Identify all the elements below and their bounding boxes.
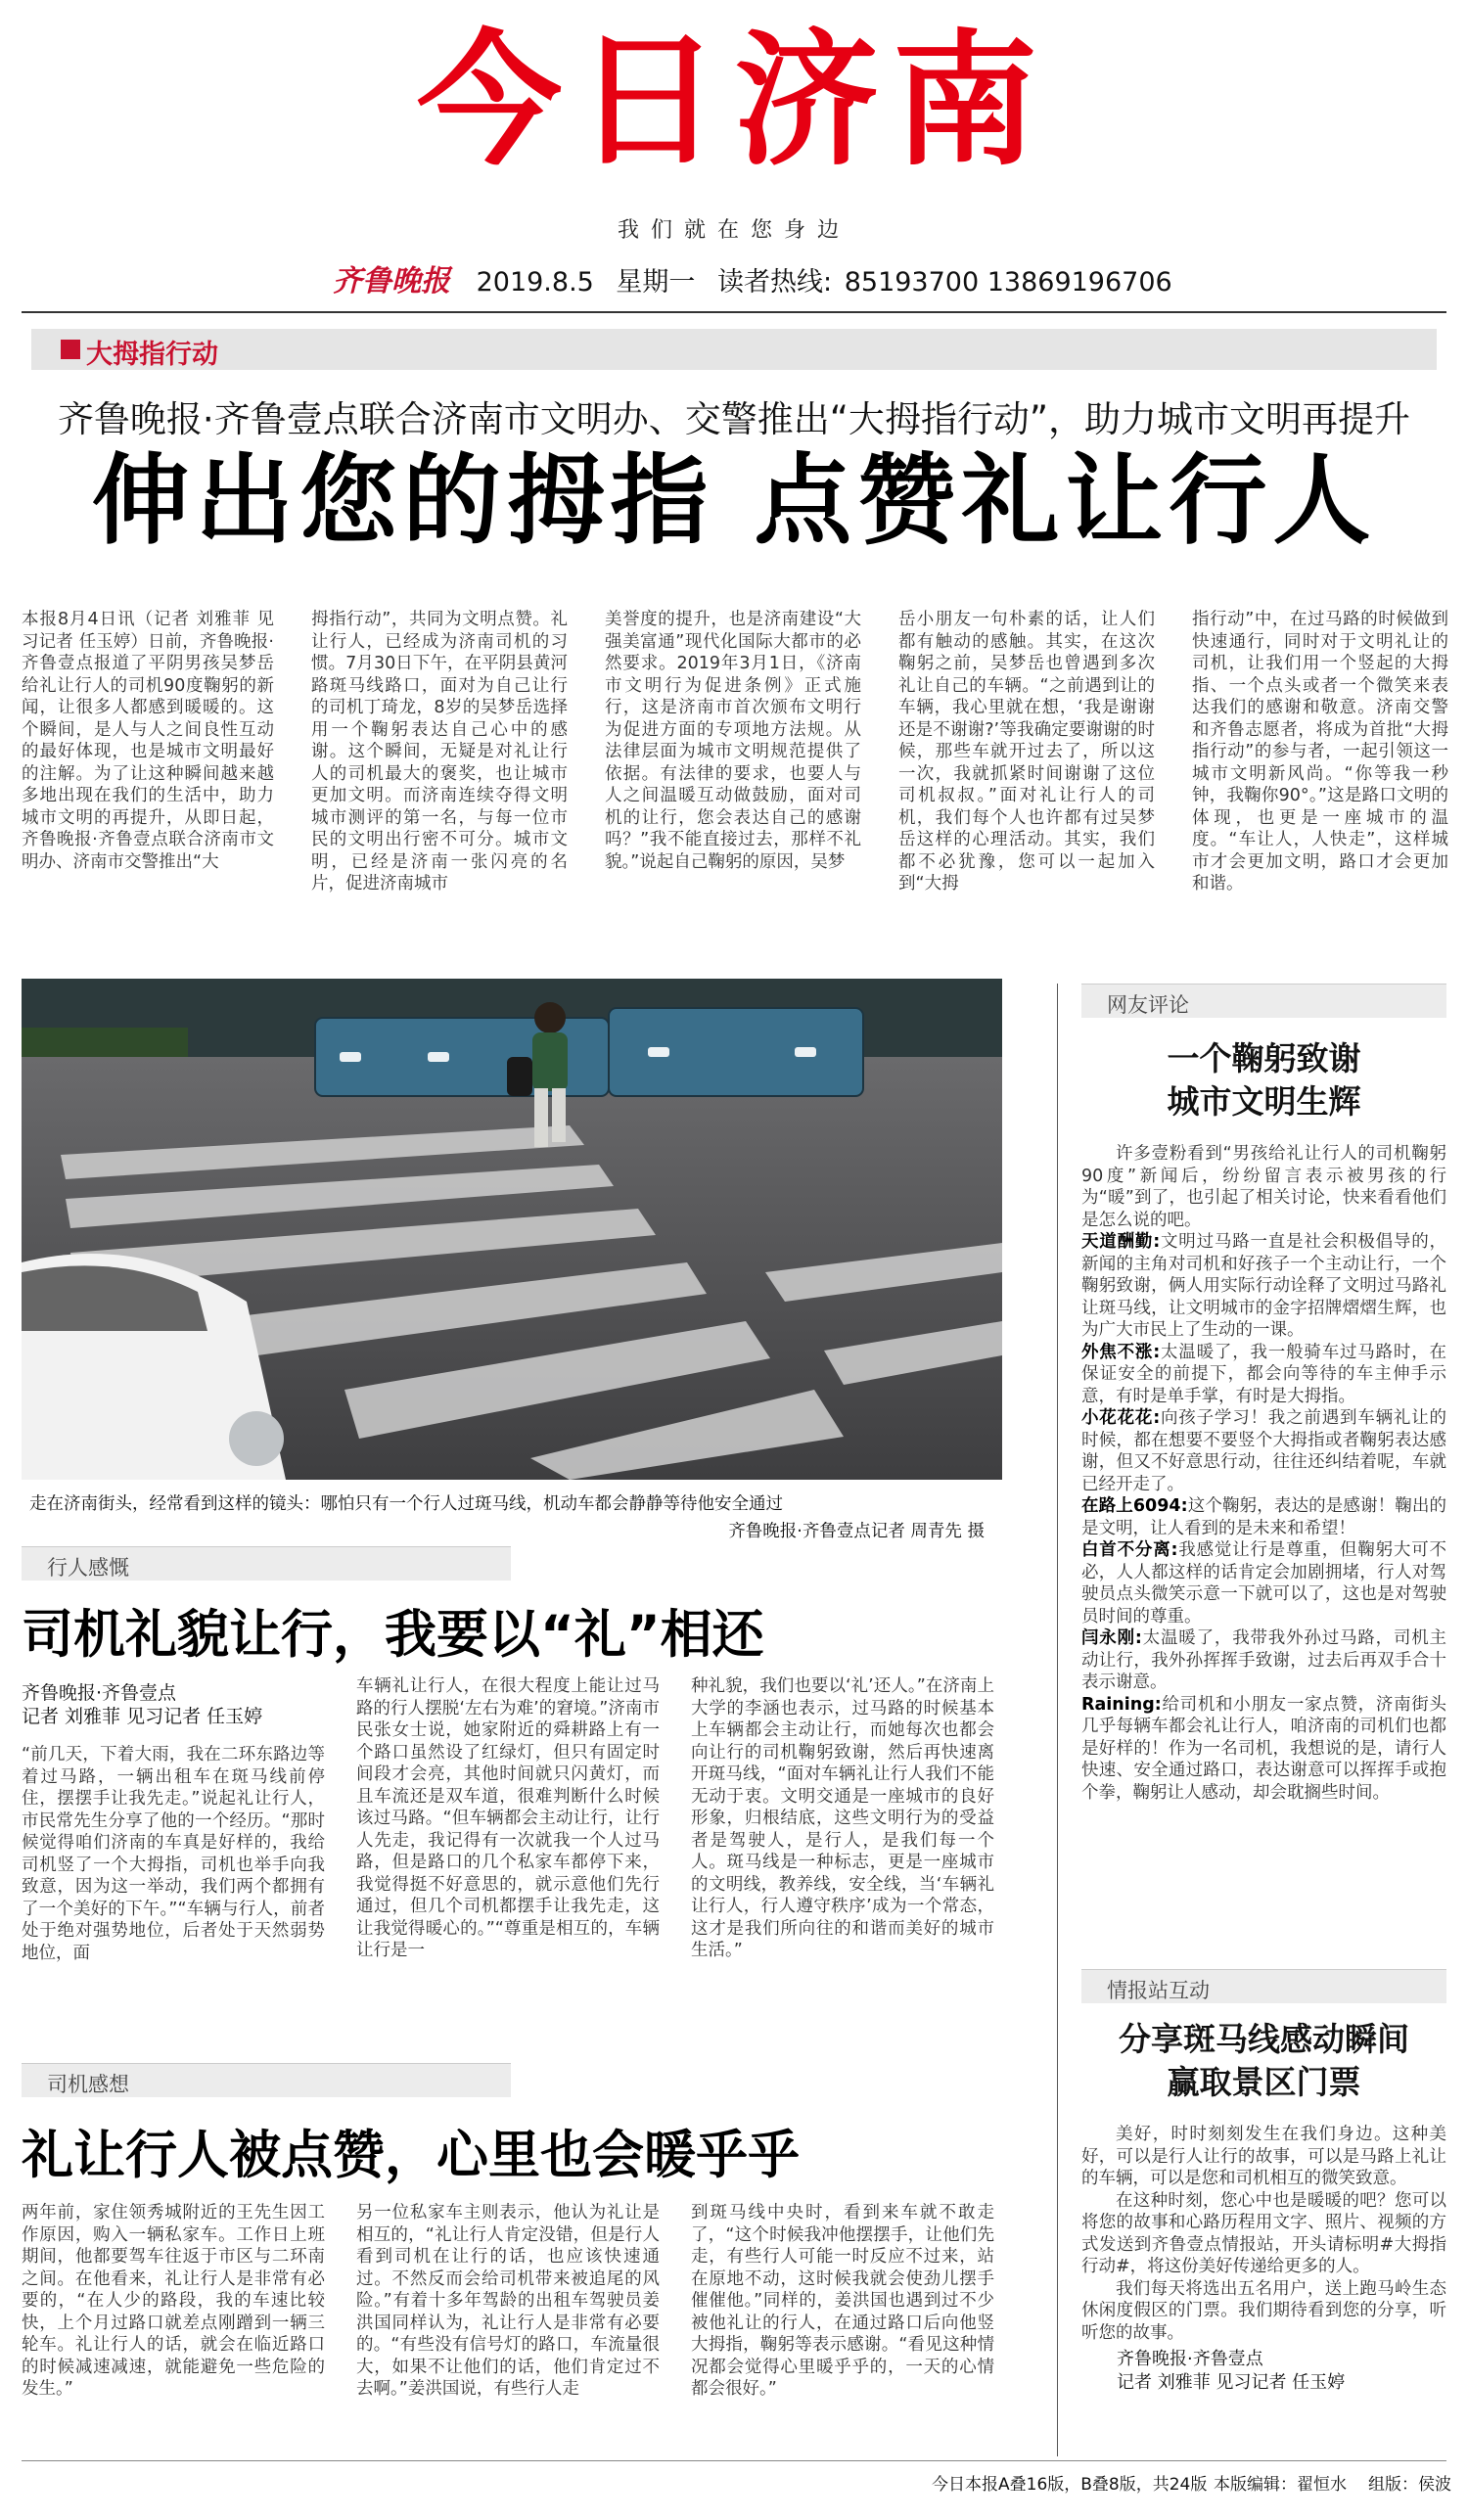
story2-label-bar [22,2063,511,2097]
comment-user: 闫永刚: [1081,1628,1142,1648]
comment-entry [1081,1694,1446,1805]
interact-title-line-2: 赢取景区门票 [1167,2063,1361,2101]
footer-editor: 本版编辑：翟恒水 [1214,2475,1347,2495]
story1-byline-reporters: 记者 刘雅菲 见习记者 任玉婷 [22,1706,263,1727]
comment-text: 给司机和小朋友一家点赞，济南街头几乎每辆车都会礼让行人，咱济南的司机们也都是好样的！作为一名司机，我想说的是，请行人快速、安全通过路口，表达谢意可以挥挥手或抱个拳，鞠躬让人感动，却会耽搁些时间。 [1081,1694,1446,1803]
comments-label: 网友评论 [1107,993,1189,1017]
comments-title-line-2: 城市文明生辉 [1167,1082,1361,1121]
story1-label-bar [22,1546,511,1581]
footer-edition: 今日本报A叠16版，B叠8版，共24版 [932,2475,1208,2495]
story2-column-1: 两年前，家住领秀城附近的王先生因工作原因，购入一辆私家车。工作日上班期间，他都要驾车往返于市区与二环南之间。在他看来，礼让行人是非常有必要的，“在人少的路段，我的车速比较快，上个月过路口就差点刚蹭到一辆三轮车。礼让行人的话，就会在临近路口的时候减速减速，就能避免一些危险的发生。” [22,2203,325,2399]
interact-label-bar [1081,1969,1446,2003]
interact-body [1081,2124,1446,2395]
interact-title-line-1: 分享斑马线感动瞬间 [1119,2020,1409,2058]
news-photo [22,979,1002,1480]
comments-title-line-1: 一个鞠躬致谢 [1167,1039,1361,1077]
comment-text: 太温暖了，我带我外孙过马路，司机主动让行，我外孙挥挥手致谢，过去后再双手合十表示谢意。 [1081,1628,1447,1692]
photo-credit: 齐鲁晚报·齐鲁壹点记者 周青先 摄 [728,1522,985,1541]
interact-paragraph: 我们每天将选出五名用户，送上跑马岭生态休闲度假区的门票。我们期待看到您的分享，听听您的故事。 [1081,2278,1446,2343]
comment-text: 向孩子学习！我之前遇到车辆礼让的时候，都在想要不要竖个大拇指或者鞠躬表达感谢，但又不好意思行动，往往还纠结着呢，车就已经开走了。 [1081,1408,1447,1494]
lead-column-4: 岳小朋友一句朴素的话，让人们都有触动的感触。其实，在这次鞠躬之前，吴梦岳也曾遇到多次礼让自己的车辆。“之前遇到让的车辆，我心里就在想，‘我是谢谢还是不谢谢?’等我确定要谢谢的时候，那些车就开过去了，所以这一次，我就抓紧时间谢谢了这位司机叔叔。”面对礼让行人的司机，我们每个人也许都有过吴梦岳这样的心理活动。其实，我们都不必犹豫，您可以一起加入到“大拇 [898,610,1155,893]
lead-headline: 伸出您的拇指 点赞礼让行人 [91,443,1377,558]
story1-label: 行人感慨 [47,1556,129,1580]
crosswalk-photo-illustration [22,979,1002,1480]
comment-user: Raining: [1081,1694,1162,1715]
comment-user: 外焦不涨: [1081,1342,1161,1362]
paper-logo: 齐鲁晚报 [333,264,450,298]
comment-text: 我感觉让行是尊重，但鞠躬大可不必，人人都这样的话肯定会加剧拥堵，行人对驾驶员点头微笑示意一下就可以了，这也是对驾驶员时间的尊重。 [1081,1540,1446,1627]
comment-entry [1081,1231,1446,1342]
issue-date: 2019.8.5 [476,267,594,298]
story1-byline-org: 齐鲁晚报·齐鲁壹点 [22,1682,177,1704]
comments-intro: 许多壹粉看到“男孩给礼让行人的司机鞠躬90度”新闻后，纷纷留言表示被男孩的行为“暖”到了，也引起了相关讨论，快来看看他们是怎么说的吧。 [1081,1144,1446,1230]
masthead [0,0,1468,206]
lead-column-1: 本报8月4日讯（记者 刘雅菲 见习记者 任玉婷）日前，齐鲁晚报·齐鲁壹点报道了平阴男孩吴梦岳给礼让行人的司机90度鞠躬的新闻，让很多人都感到暖暖的。这个瞬间，是人与人之间良性互动的最好体现，也是城市文明最好的注解。为了让这种瞬间越来越多地出现在我们的生活中，助力城市文明的再提升，从即日起，齐鲁晚报·齐鲁壹点联合济南市文明办、济南市交警推出“大 [22,610,274,872]
interact-title [1081,2018,1446,2104]
dateline [333,256,1186,299]
comment-entry [1081,1342,1446,1408]
comment-entry [1081,1495,1446,1539]
interact-label: 情报站互动 [1107,1979,1210,2002]
story1-column-1: “前几天，下着大雨，我在二环东路边等着过马路，一辆出租车在斑马线前停住，摆摆手让我先走。”说起礼让行人，市民常先生分享了他的一个经历。“那时候觉得咱们济南的车真是好样的，我给司机竖了一个大拇指，司机也举手向我致意，因为这一举动，我们两个都拥有了一个美好的下午。”“车辆与行人，前者处于绝对强势地位，后者处于天然弱势地位，面 [22,1745,325,1963]
story1-headline: 司机礼貌让行，我要以“礼”相还 [22,1605,764,1665]
lead-subhead: 齐鲁晚报·齐鲁壹点联合济南市文明办、交警推出“大拇指行动”，助力城市文明再提升 [57,398,1411,440]
comment-user: 小花花花: [1081,1408,1161,1428]
comment-entry [1081,1539,1446,1627]
comment-text: 文明过马路一直是社会积极倡导的，新闻的主角对司机和好孩子一个主动让行，一个鞠躬致谢，俩人用实际行动诠释了文明过马路礼让斑马线，让文明城市的金字招牌熠熠生辉，也为广大市民上了生动的一课。 [1081,1232,1447,1340]
comment-text: 太温暖了，我一般骑车过马路时，在保证安全的前提下，都会向等待的车主伸手示意，有时是单手掌，有时是大拇指。 [1081,1342,1447,1406]
masthead-title: 今日济南 [417,17,1051,185]
comment-user: 在路上6094: [1081,1496,1188,1516]
footer-layout: 组版：侯波 [1368,2475,1451,2495]
story2-column-2: 另一位私家车主则表示，他认为礼让是相互的，“礼让行人肯定没错，但是行人看到司机在让行的话，也应该快速通过。不然反而会给司机带来被追尾的风险。”有着十多年驾龄的出租车驾驶员姜洪国同样认为，礼让行人是非常有必要的。“有些没有信号灯的路口，车流量很大，如果不让他们的话，他们肯定过不去啊。”姜洪国说，有些行人走 [356,2203,660,2399]
comment-user: 天道酬勤: [1081,1232,1161,1252]
issue-weekday: 星期一 [616,267,696,298]
section-square-icon [61,340,80,359]
story1-column-3: 种礼貌，我们也要以‘礼’还人。”在济南上大学的李涵也表示，过马路的时候基本上车辆都会主动让行，而她每次也都会向让行的司机鞠躬致谢，然后再快速离开斑马线，“面对车辆礼让行人我们不能无动于衷。文明交通是一座城市的良好形象，归根结底，这些文明行为的受益者是驾驶人，是行人，是我们每一个人。斑马线是一种标志，更是一座城市的文明线，教养线，安全线，当‘车辆礼让行人，行人遵守秩序’成为一个常态，这才是我们所向往的和谐而美好的城市生活。” [691,1676,994,1960]
comment-entry [1081,1627,1446,1694]
interact-byline-reporters: 记者 刘雅菲 见习记者 任玉婷 [1117,2372,1346,2393]
story2-headline: 礼让行人被点赞，心里也会暖乎乎 [22,2126,800,2185]
comments-title [1081,1037,1446,1123]
interact-byline-org: 齐鲁晚报·齐鲁壹点 [1117,2349,1263,2369]
sidebar-divider [1057,984,1058,2456]
hotline-numbers: 85193700 13869196706 [844,267,1172,298]
story2-label: 司机感想 [47,2073,129,2096]
story1-column-2: 车辆礼让行人，在很大程度上能让过马路的行人摆脱‘左右为难’的窘境。”济南市民张女士说，她家附近的舜耕路上有一个路口虽然设了红绿灯，但只有固定时间段才会亮，其他时间就只闪黄灯，而且车流还是双车道，很难判断什么时候该过马路。“但车辆都会主动让行，让行人先走，我记得有一次就我一个人过马路，但是路口的几个私家车都停下来，我觉得挺不好意思的，就示意他们先行通过，但几个司机都摆手让我先走，这让我觉得暖心的。”“尊重是相互的，车辆让行是一 [356,1676,660,1960]
story2-column-3: 到斑马线中央时，看到来车就不敢走了，“这个时候我冲他摆摆手，让他们先走，有些行人可能一时反应不过来，站在原地不动，这时候我就会使劲儿摆手催催他。”同样的，姜洪国也遇到过不少被他礼让的行人，在通过路口后向他竖大拇指，鞠躬等表示感谢。“看见这种情况都会觉得心里暖乎乎的，一天的心情都会很好。” [691,2203,994,2399]
comment-text: 这个鞠躬，表达的是感谢！鞠出的是文明，让人看到的是未来和希望！ [1081,1496,1446,1538]
story1-byline [22,1681,262,1728]
comments-body [1081,1143,1446,1804]
comment-user: 白首不分离: [1081,1540,1178,1560]
interact-paragraph: 在这种时刻，您心中也是暖暖的吧？您可以将您的故事和心路历程用文字、照片、视频的方式发送到齐鲁壹点情报站，开头请标明#大拇指行动#，将这份美好传递给更多的人。 [1081,2190,1446,2276]
interact-paragraph: 美好，时时刻刻发生在我们身边。这种美好，可以是行人让行的故事，可以是马路上礼让的车辆，可以是您和司机相互的微笑致意。 [1081,2125,1446,2188]
footer-rule [22,2460,1446,2461]
masthead-rule [22,311,1446,313]
lead-column-5: 指行动”中，在过马路的时候做到快速通行，同时对于文明礼让的司机，让我们用一个竖起的大拇指、一个点头或者一个微笑来表达我们的感谢和敬意。济南交警和齐鲁志愿者，将成为首批“大拇指行动”的参与者，一起引领这一城市文明新风尚。“你等我一秒钟，我鞠你90°。”这是路口文明的体现，也更是一座城市的温度。“车让人，人快走”，这样城市才会更加文明，路口才会更加和谐。 [1192,610,1448,893]
hotline-label: 读者热线: [717,267,833,298]
comments-label-bar [1081,984,1446,1018]
lead-column-2: 拇指行动”，共同为文明点赞。礼让行人，已经成为济南司机的习惯。7月30日下午，在平阴县黄河路斑马线路口，面对为自己让行的司机丁琦龙，8岁的吴梦岳选择用一个鞠躬表达自己心中的感谢。这个瞬间，无疑是对礼让行人的司机最大的褒奖，也让城市更加文明。而济南连续夺得文明城市测评的第一名，与每一位市民的文明出行密不可分。城市文明，已经是济南一张闪亮的名片，促进济南城市 [311,610,568,893]
masthead-slogan: 我们就在您身边 [617,218,850,243]
section-tag-label: 大拇指行动 [86,340,218,370]
photo-caption: 走在济南街头，经常看到这样的镜头：哪怕只有一个行人过斑马线，机动车都会静静等待他安全通过 [29,1494,783,1514]
section-tag [31,329,1437,370]
comment-entry [1081,1407,1446,1495]
interact-byline [1081,2348,1446,2395]
lead-column-3: 美誉度的提升，也是济南建设“大强美富通”现代化国际大都市的必然要求。2019年3月1日，《济南市文明行为促进条例》正式施行，这是济南市首次颁布文明行为促进方面的专项地方法规。从法律层面为城市文明规范提供了依据。有法律的要求，也要人与人之间温暖互动做鼓励，面对司机的让行，您会表达自己的感谢吗？”我不能直接过去，那样不礼貌。”说起自己鞠躬的原因，吴梦 [605,610,861,872]
